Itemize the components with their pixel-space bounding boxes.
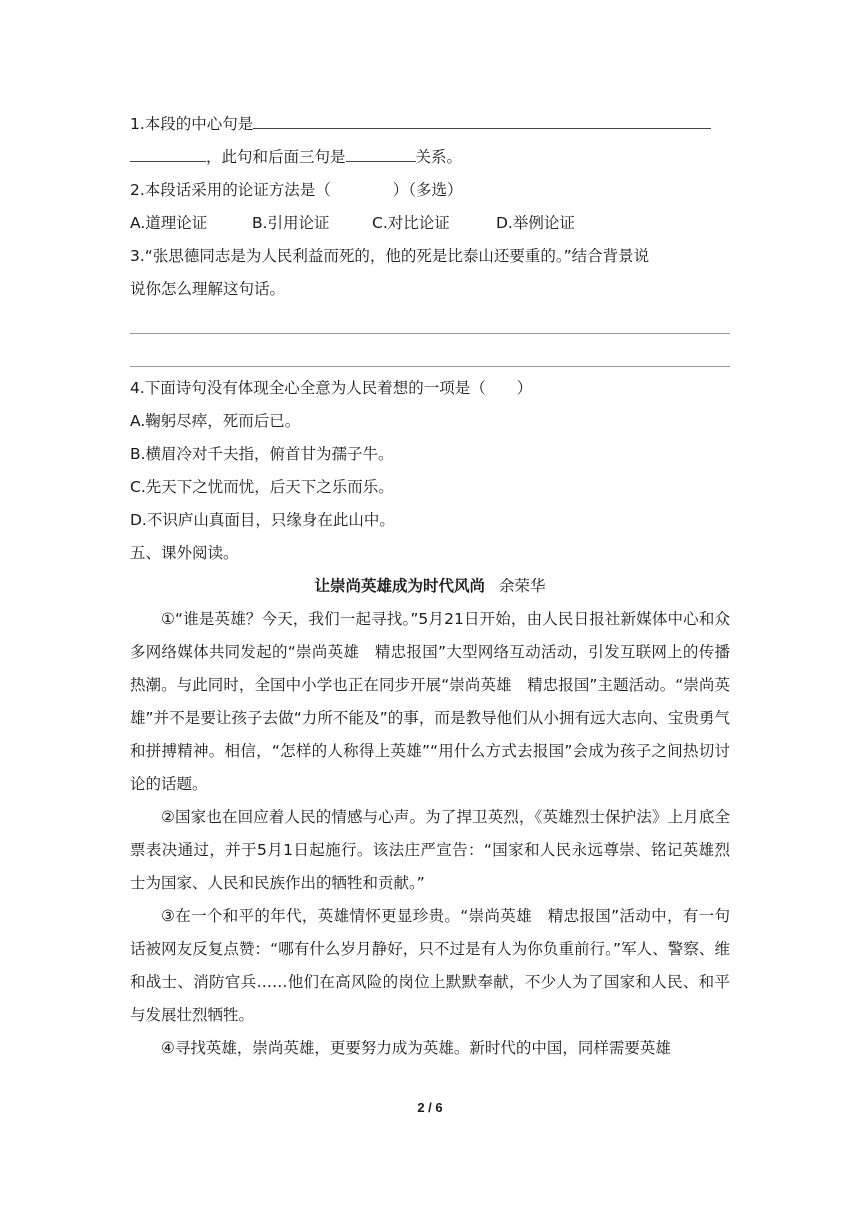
question-3-line-1: 3.“张思德同志是为人民利益而死的，他的死是比泰山还要重的。”结合背景说 [130, 247, 650, 265]
question-2-option-c[interactable]: C.对比论证 [372, 214, 450, 232]
article-title: 让崇尚英雄成为时代风尚 [314, 577, 485, 595]
question-2-options [130, 207, 730, 240]
question-1-prefix: 1.本段的中心句是 [130, 115, 254, 133]
question-2-option-d[interactable]: D.举例论证 [496, 214, 575, 232]
page-number: 2 / 6 [417, 1100, 443, 1115]
article-title-line [130, 570, 730, 603]
question-2-text: 2.本段话采用的论证方法是（ ）（多选） [130, 181, 463, 199]
question-1-line-1 [130, 108, 730, 141]
question-1-blank-continued[interactable] [130, 141, 206, 162]
article-paragraph-1: ①“谁是英雄？今天，我们一起寻找。”5月21日开始，由人民日报社新媒体中心和众多网络媒体共同发起的“崇尚英雄 精忠报国”大型网络互动活动，引发互联网上的传播热潮。与此同时，全国中小学也正在同步开展“崇尚英雄 精忠报国”主题活动。“崇尚英雄”并不是要让孩子去做“力所不能及”的事，而是教导他们从小拥有远大志向、宝贵勇气和拼搏精神。相信，“怎样的人称得上英雄”“用什么方式去报国”会成为孩子之间热切讨论的话题。 [130, 610, 730, 793]
question-4-option-d[interactable]: D.不识庐山真面目，只缘身在此山中。 [130, 511, 395, 529]
question-1-suffix: 关系。 [415, 148, 463, 166]
article-author: 余荣华 [499, 577, 546, 595]
question-1-blank-central-sentence[interactable] [253, 108, 711, 129]
question-3-line-2: 说你怎么理解这句话。 [130, 280, 286, 298]
question-3-answer-line-1[interactable] [130, 306, 730, 339]
question-1-blank-relation[interactable] [346, 141, 416, 162]
question-2-option-b[interactable]: B.引用论证 [252, 214, 330, 232]
question-1-middle: ，此句和后面三句是 [206, 148, 346, 166]
article-paragraph-3: ③在一个和平的年代，英雄情怀更显珍贵。“崇尚英雄 精忠报国”活动中，有一句话被网友反复点赞：“哪有什么岁月静好，只不过是有人为你负重前行。”军人、警察、维和战士、消防官兵……他们在高风险的岗位上默默奉献，不少人为了国家和人民、和平与发展壮烈牺牲。 [130, 907, 730, 1024]
question-4-text: 4.下面诗句没有体现全心全意为人民着想的一项是（ ） [130, 379, 533, 397]
section-heading: 五、课外阅读。 [130, 544, 239, 562]
question-1-line-2 [130, 141, 730, 174]
question-2-option-a[interactable]: A.道理论证 [130, 214, 208, 232]
question-4-option-a[interactable]: A.鞠躬尽瘁，死而后已。 [130, 412, 301, 430]
question-4-option-b[interactable]: B.横眉冷对千夫指，俯首甘为孺子牛。 [130, 445, 394, 463]
worksheet-page [130, 108, 730, 1065]
question-4-option-c[interactable]: C.先天下之忧而忧，后天下之乐而乐。 [130, 478, 394, 496]
question-3-answer-line-2[interactable] [130, 339, 730, 372]
article-paragraph-4: ④寻找英雄，崇尚英雄，更要努力成为英雄。新时代的中国，同样需要英雄 [161, 1039, 671, 1057]
article-paragraph-2: ②国家也在回应着人民的情感与心声。为了捍卫英烈，《英雄烈士保护法》上月底全票表决通过，并于5月1日起施行。该法庄严宣告：“国家和人民永远尊崇、铭记英雄烈士为国家、人民和民族作出的牺牲和贡献。” [130, 808, 730, 892]
